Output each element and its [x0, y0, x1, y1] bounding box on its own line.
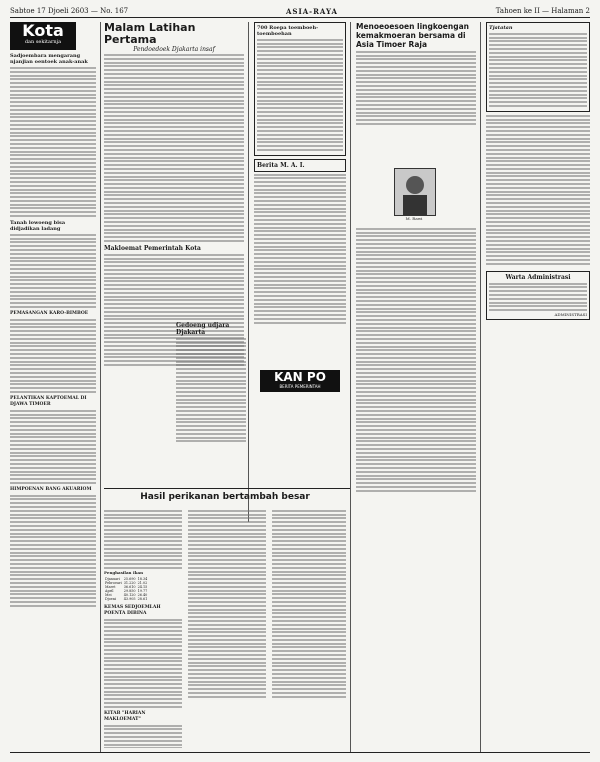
masthead-page: Tahoen ke II — Halaman 2	[495, 7, 590, 15]
table-cell: Djoeni	[105, 596, 117, 601]
hasil-col-2	[188, 508, 266, 748]
kanpo-subtitle: BERITA PEMERINTAH	[279, 384, 321, 389]
portrait-photo	[394, 168, 436, 216]
table-cell: 24.15	[137, 584, 148, 589]
bottom-rule	[10, 752, 590, 753]
article-headline: PELANTIKAN KAPTOEMAL DI DJAWA TIMOER	[10, 395, 87, 407]
article-headline: KITAB "HARIAN MAKLOEMAT"	[104, 710, 146, 722]
table-cell: 26.40	[137, 592, 148, 597]
article-headline: Malam Latihan Pertama	[104, 22, 196, 46]
table-cell: 29.850	[123, 588, 136, 593]
boxed-article	[254, 22, 346, 156]
article-headline: 700 Roepa toemboeh-toemboehan	[257, 25, 319, 37]
kota-title: Kota	[22, 22, 64, 40]
tjatetan-title: Tjatatan	[489, 25, 513, 31]
table-cell: 31.220	[123, 580, 136, 585]
kanpo-banner	[260, 370, 340, 392]
table-cell: Mei	[105, 592, 112, 597]
table-heading: Penghasilan Ikan	[104, 569, 143, 575]
table-cell: 21.02	[137, 580, 148, 585]
kota-subtitle: dan sekitarnja	[24, 39, 62, 45]
masthead-date: Sabtoe 17 Djoeli 2603 — No. 167	[10, 7, 129, 15]
table-cell: 18.34	[137, 576, 148, 581]
table-row	[104, 597, 148, 601]
article-headline: HIMPOENAN BANG AKUARIOM	[10, 486, 92, 492]
article-headline: Hasil perikanan bertambah besar	[140, 492, 310, 502]
article-headline: Gedoeng udjara Djakarta	[176, 322, 230, 336]
article-headline: Tanah lowoeng bisa didjadikan ladang	[10, 220, 66, 233]
table-cell: 36.610	[123, 584, 136, 589]
portrait-caption: M. Rawi	[405, 216, 423, 221]
hasil-col-1	[104, 508, 182, 748]
warta-admin-box	[486, 271, 590, 320]
article-headline: Menoeoesoen lingkoengan kemakmoeran bersama di Asia Timoer Raja	[356, 22, 470, 49]
table-cell: Djanuari	[105, 576, 120, 581]
berita-mai	[254, 159, 346, 172]
column-4-body	[356, 226, 476, 746]
article-headline: Makloemat Pemerintah Kota	[104, 245, 201, 253]
article-headline: Warta Administrasi	[505, 273, 571, 281]
column-5	[486, 22, 590, 752]
table-cell: April	[105, 588, 114, 593]
top-rule	[10, 17, 590, 18]
table-cell: 25.690	[123, 576, 136, 581]
masthead-title: ASIA-RAYA	[285, 6, 338, 16]
article-headline: Berita M. A. I.	[257, 161, 305, 169]
column-divider	[350, 22, 351, 752]
section-rule	[104, 488, 350, 489]
hasil-col-3	[272, 508, 346, 748]
table-cell: 43.905	[123, 596, 136, 601]
table-cell: 28.61	[137, 596, 148, 601]
table-cell: Maret	[105, 584, 116, 589]
table-cell: Pebroeari	[105, 580, 122, 585]
article-headline: KEMAS SEDJOEMLAH POENTA DIBINA	[104, 604, 161, 616]
hasil-header	[104, 492, 346, 504]
tjatetan-box	[486, 22, 590, 112]
article-headline: PEMASANGAN KARO-BIMBOE	[10, 311, 89, 317]
fish-table	[104, 577, 148, 601]
admin-signature: ADMINISTRASI	[554, 311, 587, 317]
table-cell: 19.77	[137, 588, 148, 593]
kanpo-title: KAN PO	[274, 370, 326, 384]
column-divider	[248, 22, 249, 522]
article-headline: Sadjoembara mengarang njanjian oentoek anak-anak	[10, 53, 88, 65]
kota-banner	[10, 22, 76, 50]
column-divider	[100, 22, 101, 752]
column-3	[254, 22, 346, 522]
masthead	[10, 6, 590, 16]
column-1	[10, 22, 96, 752]
portrait-image	[395, 169, 435, 215]
gedoeng-article	[176, 322, 246, 502]
column-divider	[480, 22, 481, 752]
article-subheadline: Pendoedoek Djakarta insaf	[133, 46, 215, 53]
table-cell: 40.120	[123, 592, 136, 597]
